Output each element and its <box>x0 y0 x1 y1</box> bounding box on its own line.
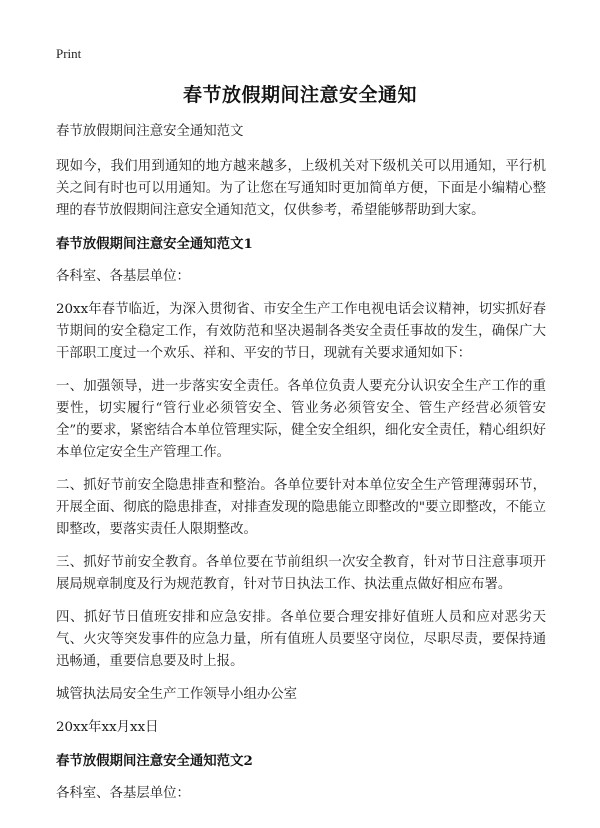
sample1-heading: 春节放假期间注意安全通知范文1 <box>56 236 253 252</box>
sample2-salutation: 各科室、各基层单位： <box>56 786 190 801</box>
sample1-signature: 城管执法局安全生产工作领导小组办公室 <box>56 687 298 702</box>
print-link[interactable]: Print <box>56 46 82 61</box>
document-body <box>56 121 546 816</box>
sample1-item-3: 三、抓好节前安全教育。各单位要在节前组织一次安全教育，针对节日注意事项开展局规章制度及行为规范教育，针对节日执法工作、执法重点做好相应布署。 <box>56 555 546 592</box>
sample1-item-1: 一、加强领导，进一步落实安全责任。各单位负责人要充分认识安全生产工作的重要性，切实履行“管行业必须管安全、管业务必须管安全、管生产经营必须管安全”的要求，紧密结合本单位管理实际，健全安全组织，细化安全责任，精心组织好本单位定安全生产管理工作。 <box>56 379 546 460</box>
sample1-salutation: 各科室、各基层单位： <box>56 269 190 284</box>
sample1-item-4: 四、抓好节日值班安排和应急安排。各单位要合理安排好值班人员和应对恶劣天气、火灾等突发事件的应急力量，所有值班人员要坚守岗位，尽职尽责，要保持通迅畅通，重要信息要及时上报。 <box>56 610 546 669</box>
document-subtitle: 春节放假期间注意安全通知范文 <box>56 124 244 139</box>
sample2-heading: 春节放假期间注意安全通知范文2 <box>56 753 253 769</box>
sample1-opening-paragraph: 20xx年春节临近，为深入贯彻省、市安全生产工作电视电话会议精神，切实抓好春节期间的安全稳定工作，有效防范和坚决遏制各类安全责任事故的发生，确保广大干部职工度过一个欢乐、祥和、平安的节日，现就有关要求通知如下： <box>56 302 546 361</box>
document-title: 春节放假期间注意安全通知 <box>182 84 417 106</box>
intro-paragraph: 现如今，我们用到通知的地方越来越多，上级机关对下级机关可以用通知，平行机关之间有时也可以用通知。为了让您在写通知时更加简单方便，下面是小编精心整理的春节放假期间注意安全通知范文，仅供参考，希望能够帮助到大家。 <box>56 159 546 218</box>
sample1-item-2: 二、抓好节前安全隐患排查和整治。各单位要针对本单位安全生产管理薄弱环节，开展全面、彻底的隐患排查，对排查发现的隐患能立即整改的"要立即整改，不能立即整改，要落实责任人限期整改。 <box>56 478 546 537</box>
sample1-date: 20xx年xx月xx日 <box>56 720 159 735</box>
